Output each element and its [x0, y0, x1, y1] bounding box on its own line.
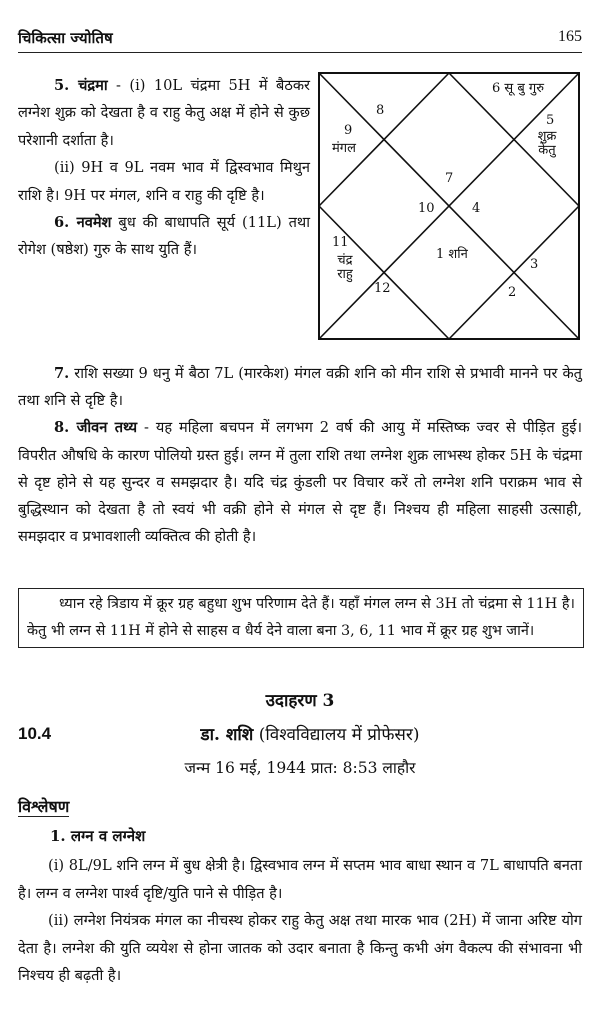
house-3-label: 3 — [530, 257, 539, 272]
house-9-planet: मंगल — [332, 141, 356, 156]
paragraph-rashi — [18, 360, 582, 414]
heading-life-facts: 8. जीवन तथ्य — [54, 419, 138, 437]
page-header — [18, 28, 582, 50]
paragraph-moon — [18, 72, 310, 154]
left-column-text — [18, 72, 310, 264]
full-width-text — [18, 360, 582, 550]
example-title: उदाहरण 3 — [265, 691, 335, 711]
house-11-number: 11 — [332, 235, 349, 250]
paragraph-ninth-house: (ii) 9H व 9L नवम भाव में द्विस्वभाव मिथुन राशि है। 9H पर मंगल, शनि व राहु की दृष्टि है। — [18, 159, 310, 204]
house-1-label: 1 शनि — [436, 247, 468, 262]
text-rashi: राशि सख्या 9 धनु में बैठा 7L (मारकेश) मंगल वक्री शनि को मीन राशि से प्रभावी मानने पर केतु तथा शनि से दृष्टि है। — [18, 365, 583, 410]
house-7-label: 7 — [445, 171, 454, 186]
chart-lines — [318, 72, 580, 340]
analysis-paragraph-1: (i) 8L/9L शनि लग्न में बुध क्षेत्री है। द्विस्वभाव लग्न में सप्तम भाव बाधा स्थान व 7L बाधापति बनता है। लग्न व लग्नेश पार्श्व दृष्टि/युति पाने से पीड़ित है। — [18, 857, 582, 902]
paragraph-life-facts — [18, 414, 582, 550]
page-number: 165 — [558, 28, 582, 45]
house-5-planet: शुक्र केतु — [537, 129, 557, 158]
analysis-heading-text: विश्लेषण — [18, 797, 70, 816]
paragraph-ninth-lord — [18, 209, 310, 264]
house-12-label: 12 — [374, 281, 391, 296]
house-6-label: 6 सू बु गुरु — [492, 81, 544, 96]
text-moon: - (i) 10L चंद्रमा 5H में बैठकर लग्नेश शुक्र को देखता है व राहु केतु अक्ष में होने से कुछ परेशानी दर्शाता है। — [18, 77, 311, 149]
example-name-bold: डा. शशि — [200, 725, 254, 745]
house-8-label: 8 — [376, 103, 385, 118]
example-name — [140, 722, 480, 745]
header-rule — [18, 52, 582, 53]
house-5-number: 5 — [546, 113, 555, 128]
heading-seven: 7. — [54, 365, 70, 382]
house-4-label: 4 — [472, 201, 481, 216]
example-name-rest: (विश्वविद्यालय में प्रोफेसर) — [258, 725, 420, 745]
house-2-label: 2 — [508, 285, 517, 300]
horoscope-chart — [318, 72, 580, 340]
section-number: 10.4 — [18, 724, 52, 743]
analysis-paragraph-2: (ii) लग्नेश नियंत्रक मंगल का नीचस्थ होकर राहु केतु अक्ष तथा मारक भाव (2H) में जाना अरिष्ट योग देता है। लग्नेश की युति व्ययेश से होना जातक को उदार बनाता है किन्तु कभी अंग वैकल्प की संभावना भी निश्चय ही बढ़ती है। — [18, 912, 582, 985]
heading-ninth-lord: 6. नवमेश — [54, 214, 112, 232]
analysis-text — [18, 852, 582, 990]
running-title: चिकित्सा ज्योतिष — [18, 29, 113, 47]
note-box — [18, 588, 584, 648]
house-9-number: 9 — [344, 123, 353, 138]
birth-details: जन्म 16 मई, 1944 प्रात: 8:53 लाहौर — [184, 759, 416, 777]
analysis-heading — [18, 795, 69, 817]
analysis-subheading: 1. लग्न व लग्नेश — [50, 827, 146, 845]
house-10-label: 10 — [418, 201, 435, 216]
text-ninth-lord: बुध की बाधापति सूर्य (11L) तथा रोगेश (षष्ठेश) गुरु के साथ युति हैं। — [18, 214, 310, 259]
heading-moon: 5. चंद्रमा — [54, 77, 108, 94]
text-life-facts: - यह महिला बचपन में लगभग 2 वर्ष की आयु में मस्तिष्क ज्वर से पीड़ित हुई। विपरीत औषधि के कारण पोलियो ग्रस्त हुई। लग्न में तुला राशि तथा लग्नेश शुक्र लाभस्थ होकर 5H के चंद्रमा से दृष्ट होने से यह सुन्दर व समझदार है। यदि चंद्र कुंडली पर विचार करें तो लग्नेश शनि पराक्रम भाव से बुद्धिस्थान को देखता है तो स्वयं भी वक्री होने से मंगल से दृष्ट हैं। निश्चय ही महिला साहसी उत्साही, समझदार व प्रभावशाली व्यक्तित्व की होती है। — [18, 419, 583, 546]
note-text: ध्यान रहे त्रिडाय में क्रूर ग्रह बहुधा शुभ परिणाम देते हैं। यहाँ मंगल लग्न से 3H तो चंद्रमा से 11H है। केतु भी लग्न से 11H में होने से साहस व धैर्य देने वाला बना 3, 6, 11 भाव में क्रूर ग्रह शुभ जानें। — [27, 596, 575, 639]
house-11-planet: चंद्र राहु — [337, 253, 353, 282]
